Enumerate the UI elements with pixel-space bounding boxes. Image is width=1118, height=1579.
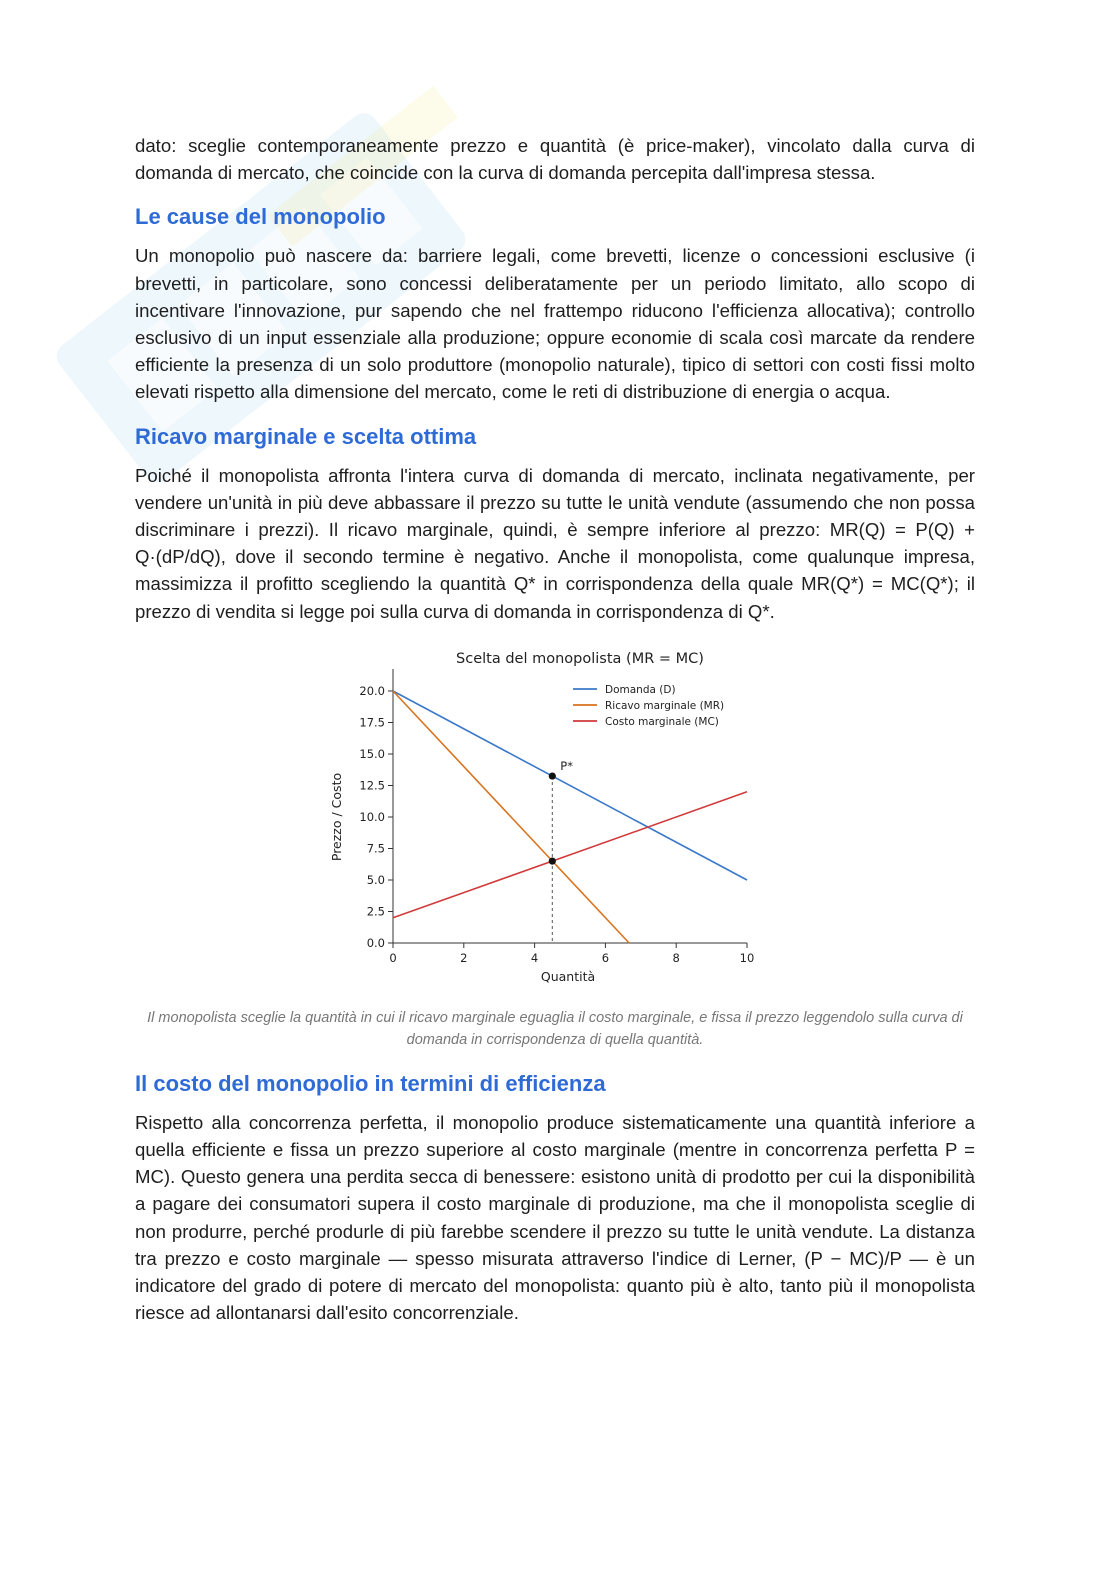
x-tick-label: 4 (530, 950, 539, 965)
chart-caption: Il monopolista sceglie la quantità in cui il ricavo marginale eguaglia il costo marginale, e fissa il prezzo leggendolo sulla curva di domanda in corrispondenza di quella quantità. (147, 1009, 963, 1048)
heading-cause: Le cause del monopolio (135, 204, 386, 230)
chart-figure (135, 639, 975, 1051)
legend-entry: Domanda (D) (605, 683, 676, 696)
x-axis-label: Quantità (540, 968, 596, 984)
y-tick-label: 5.0 (366, 872, 385, 887)
costo-paragraph: Rispetto alla concorrenza perfetta, il monopolio produce sistematicamente una quantità inferiore a quella efficiente e fissa un prezzo superiore al costo marginale (mentre in concorrenza perfetta P = MC). Questo genera una perdita secca di benessere: esistono unità di prodotto per cui la disponibilità a pagare dei consumatori supera il costo marginale di produzione, ma che il monopolista sceglie di non produrre, perché produrle di più farebbe scendere il prezzo su tutte le unità vendute. La distanza tra prezzo e costo marginale — spesso misurata attraverso l'indice di Lerner, (P − MC)/P — è un indicatore del grado di potere di mercato del monopolista: quanto più è alto, tanto più il monopolista riesce ad allontanarsi dall'esito concorrenziale. (135, 1111, 975, 1324)
y-tick-label: 12.5 (359, 778, 385, 793)
heading-ricavo: Ricavo marginale e scelta ottima (135, 423, 477, 449)
y-tick-label: 2.5 (366, 904, 385, 919)
chart-title: Scelta del monopolista (MR = MC) (456, 650, 704, 667)
ricavo-paragraph: Poiché il monopolista affronta l'intera curva di domanda di mercato, inclinata negativamente, per vendere un'unità in più deve abbassare il prezzo su tutte le unità vendute (assumendo che non possa discriminare i prezzi). Il ricavo marginale, quindi, è sempre inferiore al prezzo: MR(Q) = P(Q) + Q·(dP/dQ), dove il secondo termine è negativo. Anche il monopolista, come qualunque impresa, massimizza il profitto scegliendo la quantità Q* in corrispondenza della quale MR(Q*) = MC(Q*); il prezzo di vendita si legge poi sulla curva di domanda in corrispondenza di Q*. (135, 464, 975, 622)
y-tick-label: 0.0 (366, 935, 385, 950)
document-page (135, 132, 975, 1326)
y-tick-label: 20.0 (359, 683, 385, 698)
y-axis-label: Prezzo / Costo (329, 772, 344, 861)
mc-line (393, 792, 747, 918)
intro-paragraph: dato: sceglie contemporaneamente prezzo e quantità (è price-maker), vincolato dalla curva di domanda di mercato, che coincide con la curva di domanda percepita dall'impresa stessa. (135, 135, 975, 184)
p-star-label: P* (560, 758, 573, 773)
p-star-point (549, 772, 556, 779)
mr-mc-intersection-point (549, 857, 556, 864)
legend-entry: Ricavo marginale (MR) (605, 699, 725, 712)
x-tick-label: 8 (672, 950, 680, 965)
y-tick-label: 15.0 (359, 746, 385, 761)
y-tick-label: 17.5 (359, 715, 385, 730)
heading-costo: Il costo del monopolio in termini di efficienza (135, 1070, 606, 1096)
legend-entry: Costo marginale (MC) (605, 715, 719, 728)
y-tick-label: 7.5 (366, 841, 385, 856)
cause-paragraph: Un monopolio può nascere da: barriere legali, come brevetti, licenze o concessioni esclusive (i brevetti, in particolare, sono concessi deliberatamente per un periodo limitato, allo scopo di incentivare l'innovazione, pur sapendo che nel frattempo riducono l'efficienza allocativa); controllo esclusivo di un input essenziale alla produzione; oppure economie di scala così marcate da rendere efficiente la presenza di un solo produttore (monopolio naturale), tipico di settori con costi fissi molto elevati rispetto alla dimensione del mercato, come le reti di distribuzione di energia o acqua. (135, 245, 975, 403)
y-tick-label: 10.0 (359, 809, 385, 824)
x-tick-label: 10 (739, 950, 755, 965)
x-tick-label: 6 (601, 950, 610, 965)
x-tick-label: 0 (389, 950, 397, 965)
monopolist-chart (325, 639, 785, 999)
x-tick-label: 2 (460, 950, 468, 965)
